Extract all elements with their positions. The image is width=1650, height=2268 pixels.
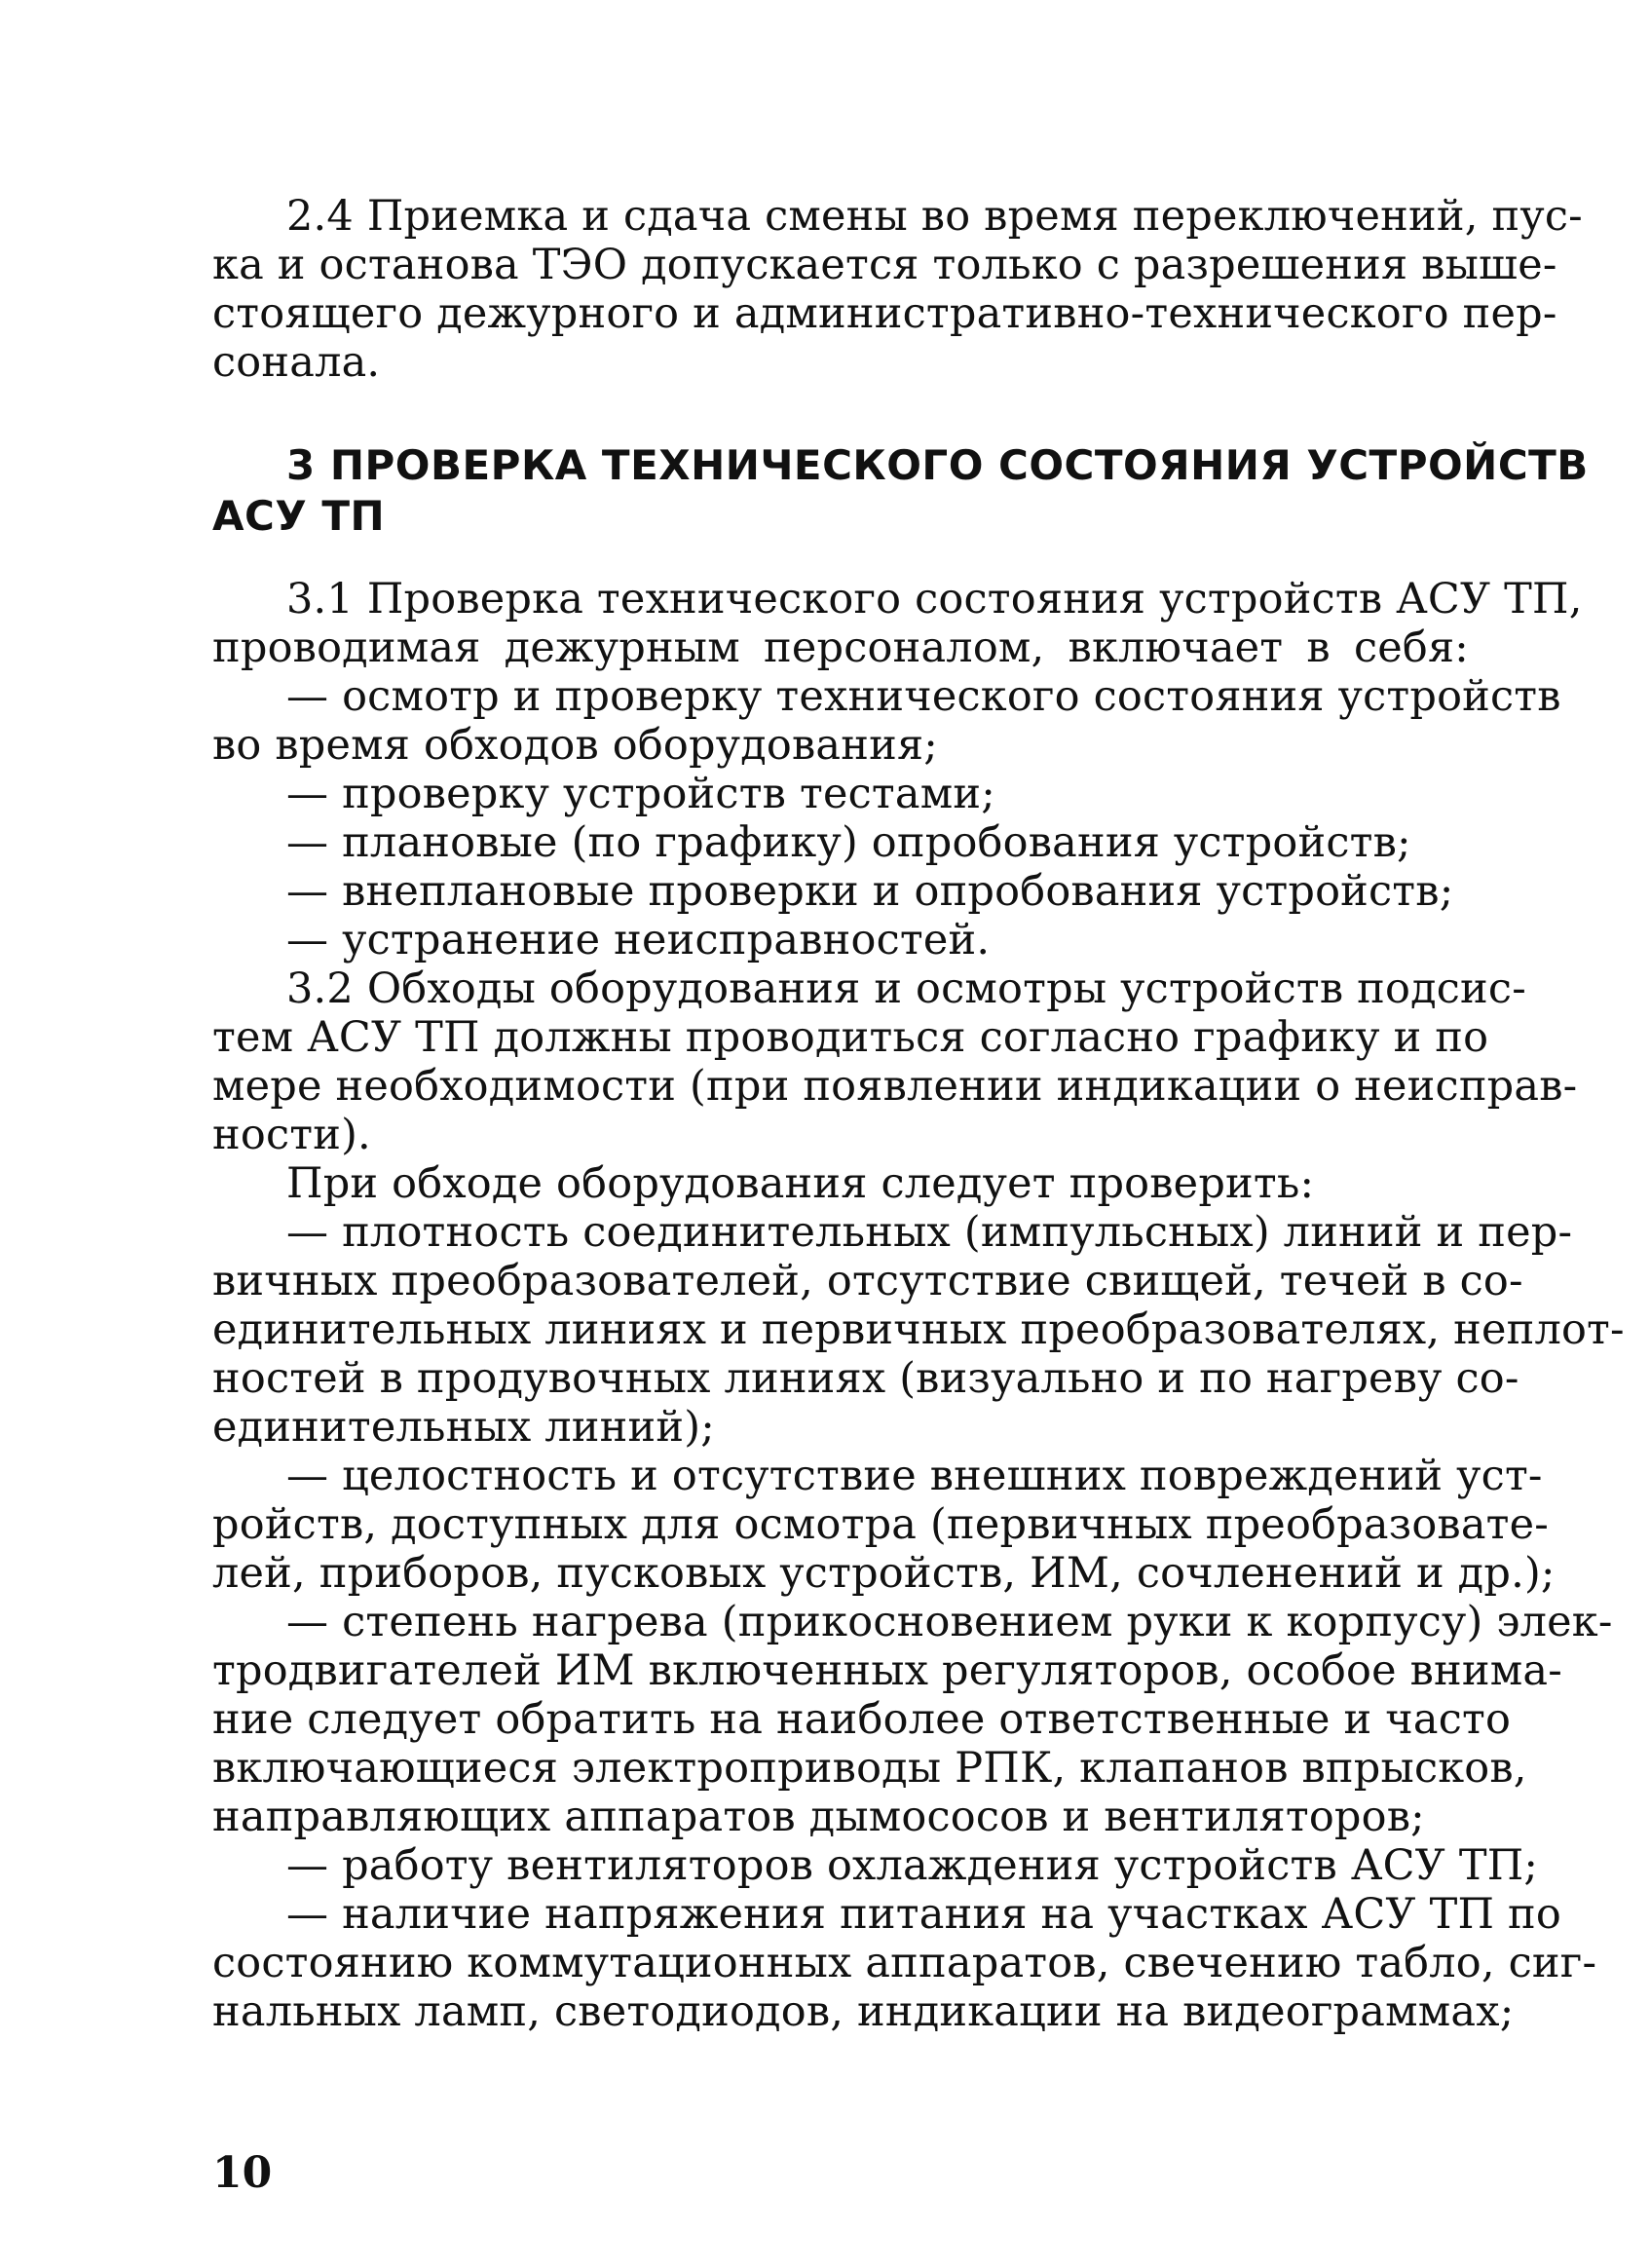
section-3-1-line-6: — плановые (по графику) опробования устройств;: [286, 818, 1411, 867]
section-3-1-line-7: — внеплановые проверки и опробования устройств;: [286, 867, 1454, 916]
section-3-1-line-1: 3.1 Проверка технического состояния устройств АСУ ТП,: [286, 575, 1583, 624]
section-3-2-line-4: ности).: [212, 1111, 371, 1159]
inspection-line-13: включающиеся электроприводы РПК, клапанов впрысков,: [212, 1744, 1527, 1793]
inspection-line-18: нальных ламп, светодиодов, индикации на видеограммах;: [212, 1987, 1515, 2036]
inspection-line-11: тродвигателей ИМ включенных регуляторов, особое внима-: [212, 1646, 1562, 1695]
section-2-4-line-2: ка и останова ТЭО допускается только с разрешения выше-: [212, 241, 1557, 289]
inspection-line-9: лей, приборов, пусковых устройств, ИМ, сочленений и др.);: [212, 1549, 1556, 1598]
section-3-heading-line-1: 3 ПРОВЕРКА ТЕХНИЧЕСКОГО СОСТОЯНИЯ УСТРОЙСТВ: [286, 441, 1589, 489]
section-3-heading-line-2: АСУ ТП: [212, 492, 386, 540]
inspection-line-10: — степень нагрева (прикосновением руки к корпусу) элек-: [286, 1598, 1613, 1646]
inspection-line-7: — целостность и отсутствие внешних повреждений уст-: [286, 1452, 1543, 1500]
section-3-1-line-3: — осмотр и проверку технического состояния устройств: [286, 672, 1561, 721]
inspection-line-2: — плотность соединительных (импульсных) линий и пер-: [286, 1208, 1573, 1257]
section-2-4-line-3: стоящего дежурного и административно-технического пер-: [212, 289, 1557, 338]
inspection-line-1: При обходе оборудования следует проверить:: [286, 1159, 1315, 1208]
section-3-2-line-2: тем АСУ ТП должны проводиться согласно графику и по: [212, 1013, 1489, 1062]
inspection-line-14: направляющих аппаратов дымососов и вентиляторов;: [212, 1793, 1425, 1841]
section-2-4-line-1: 2.4 Приемка и сдача смены во время переключений, пус-: [286, 192, 1583, 241]
section-3-1-line-4: во время обходов оборудования;: [212, 721, 938, 770]
section-2-4-line-4: сонала.: [212, 338, 381, 387]
section-3-1-line-8: — устранение неисправностей.: [286, 916, 991, 964]
inspection-line-16: — наличие напряжения питания на участках АСУ ТП по: [286, 1890, 1561, 1939]
inspection-line-8: ройств, доступных для осмотра (первичных преобразовате-: [212, 1500, 1550, 1549]
inspection-line-4: единительных линиях и первичных преобразователях, неплот-: [212, 1305, 1625, 1354]
inspection-line-6: единительных линий);: [212, 1403, 715, 1452]
inspection-line-17: состоянию коммутационных аппаратов, свечению табло, сиг-: [212, 1939, 1597, 1987]
inspection-line-3: вичных преобразователей, отсутствие свищей, течей в со-: [212, 1257, 1523, 1305]
inspection-line-15: — работу вентиляторов охлаждения устройств АСУ ТП;: [286, 1841, 1539, 1890]
inspection-line-12: ние следует обратить на наиболее ответственные и часто: [212, 1695, 1512, 1744]
page-number: 10: [212, 2148, 273, 2198]
section-3-2-line-3: мере необходимости (при появлении индикации о неисправ-: [212, 1062, 1578, 1111]
inspection-line-5: ностей в продувочных линиях (визуально и по нагреву со-: [212, 1354, 1519, 1403]
section-3-1-line-2: проводимая дежурным персоналом, включает в себя:: [212, 624, 1469, 672]
section-3-2-line-1: 3.2 Обходы оборудования и осмотры устройств подсис-: [286, 964, 1526, 1013]
section-3-1-line-5: — проверку устройств тестами;: [286, 770, 995, 818]
